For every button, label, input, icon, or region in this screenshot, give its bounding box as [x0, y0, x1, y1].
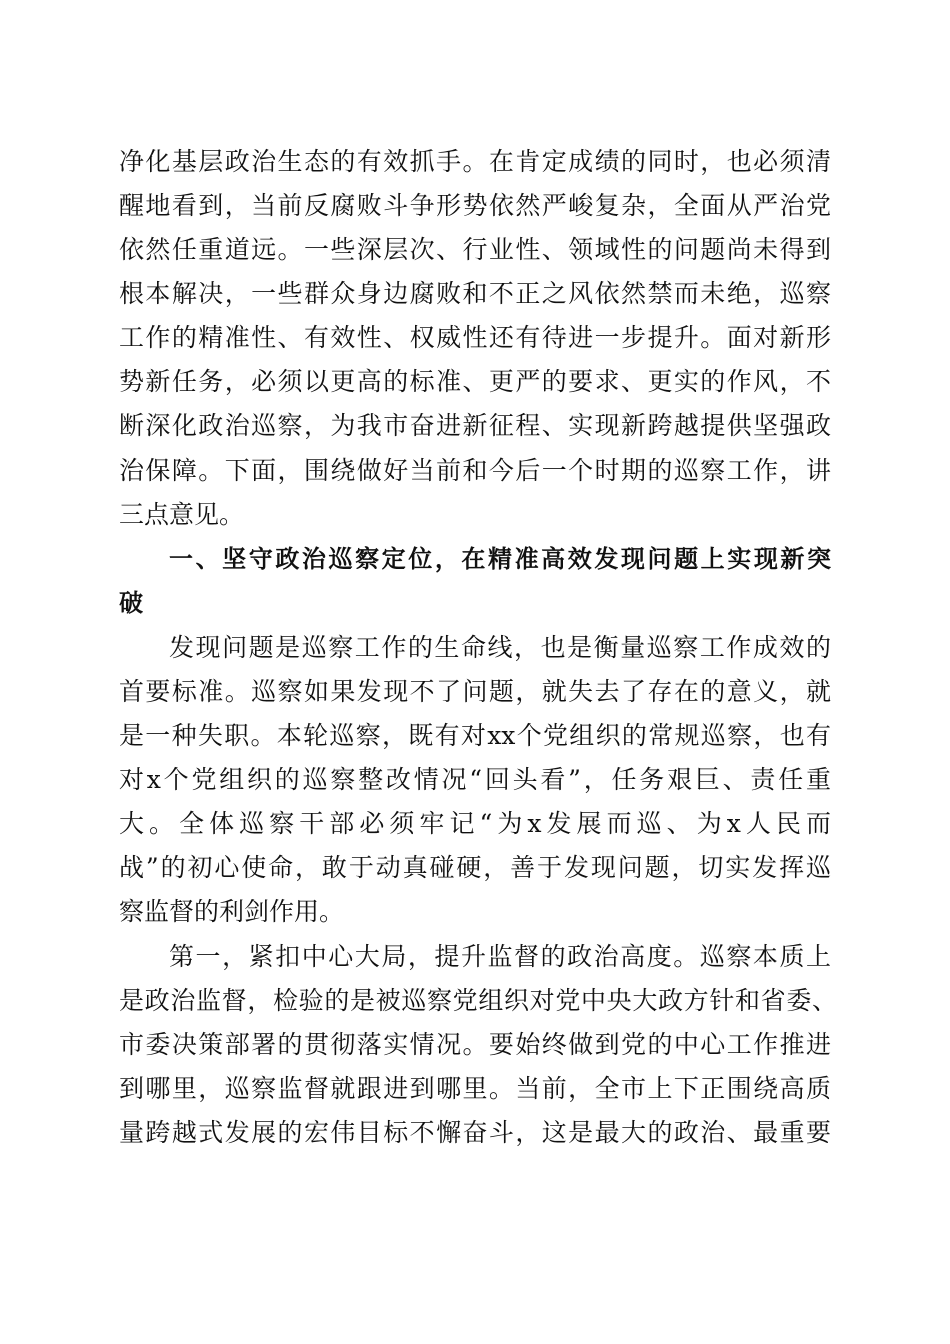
paragraph-2-line-3: 是一种失职。本轮巡察，既有对xx个党组织的常规巡察，也有 — [119, 721, 831, 750]
paragraph-2-line-5: 大。全体巡察干部必须牢记“为x发展而巡、为x人民而 — [119, 809, 831, 838]
section-heading-line-2: 破 — [119, 589, 143, 617]
paragraph-2-line-4: 对x个党组织的巡察整改情况“回头看”，任务艰巨、责任重 — [119, 765, 831, 794]
paragraph-1-line-1: 净化基层政治生态的有效抓手。在肯定成绩的同时，也必须清 — [119, 147, 831, 176]
paragraph-2-line-2: 首要标准。巡察如果发现不了问题，就失去了存在的意义，就 — [119, 677, 831, 706]
paragraph-2-line-1: 发现问题是巡察工作的生命线，也是衡量巡察工作成效的 — [169, 633, 831, 662]
paragraph-1-line-6: 势新任务，必须以更高的标准、更严的要求、更实的作风，不 — [119, 367, 831, 396]
section-heading-line-1: 一、坚守政治巡察定位，在精准高效发现问题上实现新突 — [169, 545, 831, 573]
paragraph-1-line-9: 三点意见。 — [119, 500, 245, 529]
paragraph-2-line-7: 察监督的利剑作用。 — [119, 897, 345, 926]
paragraph-3-line-4: 到哪里，巡察监督就跟进到哪里。当前，全市上下正围绕高质 — [119, 1074, 831, 1103]
paragraph-1-line-2: 醒地看到，当前反腐败斗争形势依然严峻复杂，全面从严治党 — [119, 191, 831, 220]
paragraph-1-line-5: 工作的精准性、有效性、权威性还有待进一步提升。面对新形 — [119, 323, 831, 352]
paragraph-3-line-5: 量跨越式发展的宏伟目标不懈奋斗，这是最大的政治、最重要 — [119, 1118, 831, 1147]
paragraph-3-line-1: 第一，紧扣中心大局，提升监督的政治高度。巡察本质上 — [169, 942, 831, 971]
paragraph-1-line-4: 根本解决，一些群众身边腐败和不正之风依然禁而未绝，巡察 — [119, 279, 831, 308]
paragraph-2-line-6: 战”的初心使命，敢于动真碰硬，善于发现问题，切实发挥巡 — [119, 853, 831, 882]
paragraph-3-line-3: 市委决策部署的贯彻落实情况。要始终做到党的中心工作推进 — [119, 1030, 831, 1059]
paragraph-1-line-3: 依然任重道远。一些深层次、行业性、领域性的问题尚未得到 — [119, 235, 831, 264]
paragraph-3-line-2: 是政治监督，检验的是被巡察党组织对党中央大政方针和省委、 — [119, 986, 837, 1015]
paragraph-1-line-7: 断深化政治巡察，为我市奋进新征程、实现新跨越提供坚强政 — [119, 411, 831, 440]
paragraph-1-line-8: 治保障。下面，围绕做好当前和今后一个时期的巡察工作，讲 — [119, 456, 831, 485]
